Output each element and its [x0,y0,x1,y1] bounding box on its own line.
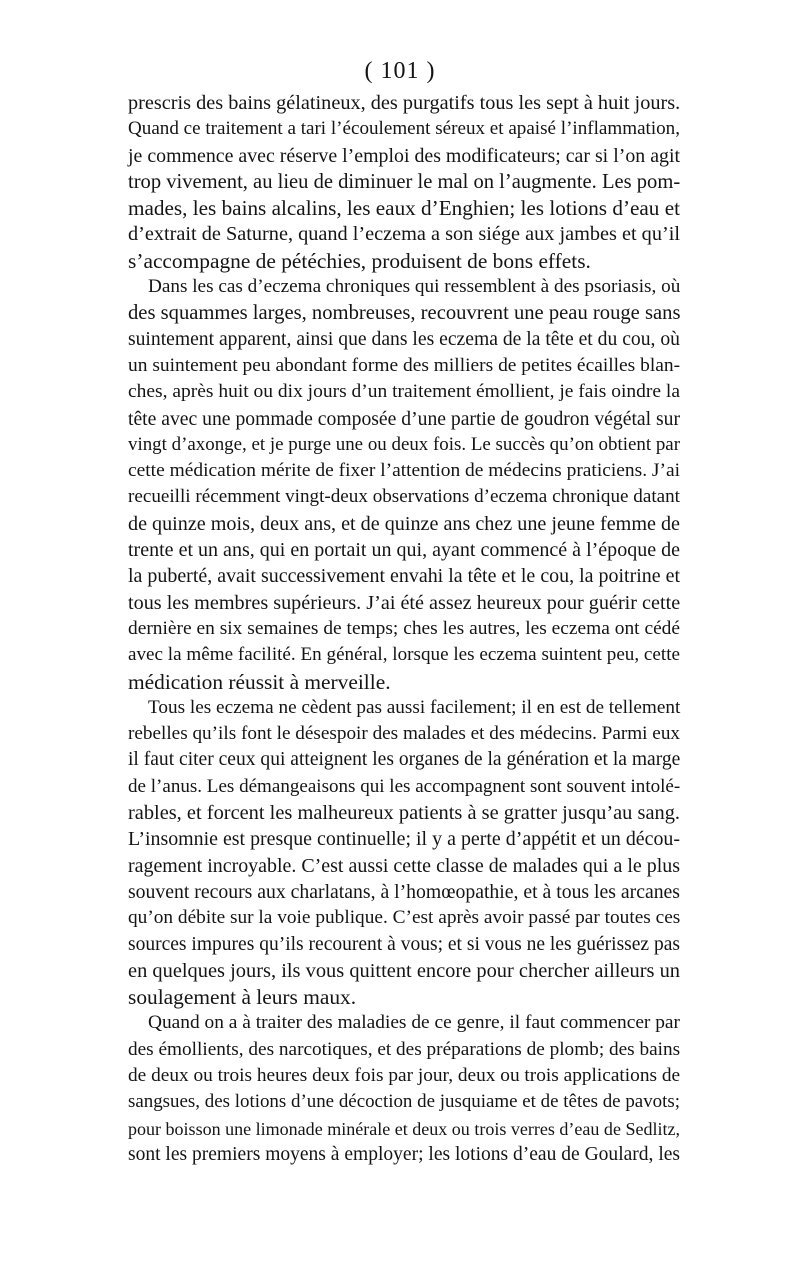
text-line: suintement apparent, ainsi que dans les eczema de la tête et du cou, où [128,328,680,350]
text-line: mades, les bains alcalins, les eaux d’Enghien; les lotions d’eau et [128,196,680,221]
paragraph-2 [128,274,680,695]
text-line: pour boisson une limonade minérale et deux ou trois verres d’eau de Sedlitz, [128,1118,680,1139]
text-line: trop vivement, au lieu de diminuer le mal on l’augmente. Les pom- [128,170,681,193]
text-line: un suintement peu abondant forme des milliers de petites écailles blan- [128,354,681,376]
text-line: trente et un ans, qui en portait un qui, ayant commencé à l’époque de [128,539,680,562]
text-line: dernière en six semaines de temps; ches les autres, les eczema ont cédé [128,617,680,639]
text-line: sangsues, des lotions d’une décoction de jusquiame et de têtes de pavots; [128,1091,680,1113]
text-line: qu’on débite sur la voie publique. C’est après avoir passé par toutes ces [128,907,681,929]
body-text [128,90,680,1168]
text-line: de deux ou trois heures deux fois par jour, deux ou trois applications de [128,1064,681,1086]
text-line: souvent recours aux charlatans, à l’homœopathie, et à tous les arcanes [128,880,680,903]
text-line: avec la même facilité. En général, lorsque les eczema suintent peu, cette [128,644,680,666]
text-line: s’accompagne de pétéchies, produisent de bons effets. [128,248,591,273]
paragraph-3 [128,695,680,1011]
text-line: Tous les eczema ne cèdent pas aussi facilement; il en est de tellement [148,696,681,718]
text-line: rables, et forcent les malheureux patients à se gratter jusqu’au sang. [128,802,680,825]
text-line: médication réussit à merveille. [128,669,391,694]
text-line: Quand ce traitement a tari l’écoulement séreux et apaisé l’inflammation, [128,118,680,140]
text-line: des squammes larges, nombreuses, recouvrent une peau rouge sans [128,302,681,325]
text-line: tête avec une pommade composée d’une partie de goudron végétal sur [128,407,680,430]
text-line: il faut citer ceux qui atteignent les organes de la génération et la marge [128,749,681,771]
text-line: d’extrait de Saturne, quand l’eczema a son siége aux jambes et qu’il [128,223,680,246]
text-line: cette médication mérite de fixer l’attention de médecins praticiens. J’ai [128,460,681,482]
text-line: ches, après huit ou dix jours d’un traitement émollient, je fais oindre la [128,381,680,403]
text-line: sont les premiers moyens à employer; les lotions d’eau de Goulard, les [128,1143,680,1165]
page-number: ( 101 ) [364,58,436,84]
text-line: soulagement à leurs maux. [128,985,357,1010]
text-line: recueilli récemment vingt-deux observations d’eczema chronique datant [128,486,680,508]
paragraph-4 [128,1010,680,1168]
text-line: la puberté, avait successivement envahi la tête et le cou, la poitrine et [128,565,680,588]
text-line: Dans les cas d’eczema chroniques qui ressemblent à des psoriasis, où [148,276,681,298]
text-line: tous les membres supérieurs. J’ai été assez heureux pour guérir cette [128,591,681,614]
text-line: en quelques jours, ils vous quittent encore pour chercher ailleurs un [128,959,680,982]
text-line: Quand on a à traiter des maladies de ce genre, il faut commencer par [148,1012,680,1034]
text-line: de quinze mois, deux ans, et de quinze ans chez une jeune femme de [128,512,680,535]
paragraph-1 [128,90,680,274]
text-line: des émollients, des narcotiques, et des préparations de plomb; des bains [128,1038,681,1060]
text-line: je commence avec réserve l’emploi des modificateurs; car si l’on agit [128,144,680,167]
text-line: prescris des bains gélatineux, des purgatifs tous les sept à huit jours. [128,92,681,114]
text-line: vingt d’axonge, et je purge une ou deux fois. Le succès qu’on obtient par [128,433,680,455]
text-line: L’insomnie est presque continuelle; il y a perte d’appétit et un décou- [128,828,680,851]
text-line: de l’anus. Les démangeaisons qui les accompagnent sont souvent intolé- [128,775,681,797]
text-line: ragement incroyable. C’est aussi cette classe de malades qui a le plus [128,854,680,877]
text-line: rebelles qu’ils font le désespoir des malades et des médecins. Parmi eux [128,723,681,745]
text-line: sources impures qu’ils recourent à vous; et si vous ne les guérissez pas [128,933,680,955]
